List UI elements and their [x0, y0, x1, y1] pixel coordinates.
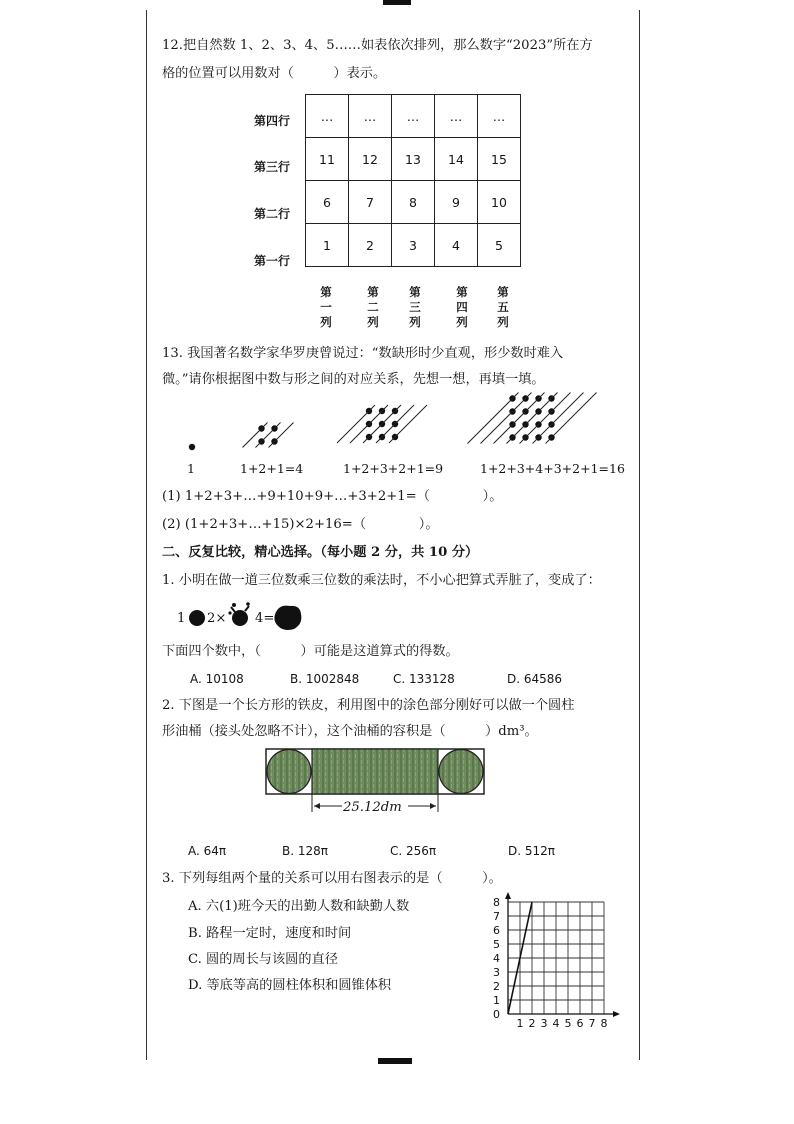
grid-cell: 15	[478, 138, 521, 181]
figure-label-2: 1+2+1=4	[240, 461, 304, 476]
grid-cell: …	[306, 95, 349, 138]
mc3-option-d: D. 等底等高的圆柱体积和圆锥体积	[188, 978, 392, 993]
col-label-2: 第二列	[367, 285, 379, 329]
col-label-5: 第五列	[497, 285, 509, 329]
y-tick-label: 8	[493, 896, 500, 909]
q13-sub1: (1) 1+2+3+…+9+10+9+…+3+2+1=（ ）。	[162, 489, 503, 504]
mc3-option-c: C. 圆的周长与该圆的直径	[188, 952, 338, 967]
expr-part-3: 4=	[255, 611, 275, 626]
y-tick-label: 5	[493, 938, 500, 951]
figure-label-3: 1+2+3+2+1=9	[343, 461, 444, 476]
x-tick-label: 1	[516, 1017, 524, 1030]
y-tick-label: 0	[493, 1008, 500, 1021]
y-tick-label: 7	[493, 910, 500, 923]
grid-cell: 5	[478, 224, 521, 267]
mc3-option-a: A. 六(1)班今天的出勤人数和缺勤人数	[188, 899, 410, 914]
mc1-question: 下面四个数中，（ ）可能是这道算式的得数。	[162, 644, 459, 659]
ink-blot	[189, 610, 205, 626]
y-tick-label: 1	[493, 994, 500, 1007]
grid-cell: 1	[306, 224, 349, 267]
mc2-option-a: A. 64π	[188, 844, 227, 858]
grid-cell: 2	[349, 224, 392, 267]
mc1-option-a: A. 10108	[190, 672, 244, 686]
mc2-option-b: B. 128π	[282, 844, 328, 858]
grid-cell: 9	[435, 181, 478, 224]
expr-part-1: 1	[177, 611, 186, 626]
grid-cell: 14	[435, 138, 478, 181]
x-tick-label: 5	[564, 1017, 572, 1030]
grid-cell: 11	[306, 138, 349, 181]
dot-figures	[170, 392, 630, 454]
row-label-1: 第一行	[254, 254, 291, 268]
y-tick-label: 2	[493, 980, 500, 993]
ink-blot-large	[272, 602, 304, 632]
q13-sub2: (2) (1+2+3+…+15)×2+16=（ ）。	[162, 517, 439, 532]
smudged-expression	[175, 600, 315, 634]
mc1-option-b: B. 1002848	[290, 672, 360, 686]
figure-label-1: 1	[187, 461, 195, 476]
col-label-4: 第四列	[456, 285, 468, 329]
line-graph	[488, 892, 628, 1034]
grid-row-3	[306, 138, 521, 181]
y-tick-label: 4	[493, 952, 500, 965]
dimension-label: 25.12dm	[343, 800, 402, 815]
grid-cell: …	[478, 95, 521, 138]
mc1-option-c: C. 133128	[393, 672, 455, 686]
mc2-option-c: C. 256π	[390, 844, 437, 858]
grid-row-2	[306, 181, 521, 224]
grid-cell: 6	[306, 181, 349, 224]
row-label-3: 第三行	[254, 160, 291, 174]
col-label-1: 第一列	[320, 285, 332, 329]
mc1-option-d: D. 64586	[507, 672, 563, 686]
col-label-3: 第三列	[409, 285, 421, 329]
mc3-stem: 3. 下列每组两个量的关系可以用右图表示的是（ ）。	[162, 871, 502, 886]
x-tick-label: 3	[540, 1017, 548, 1030]
mc3-option-b: B. 路程一定时，速度和时间	[188, 926, 352, 941]
number-grid-table	[305, 94, 521, 267]
y-tick-label: 3	[493, 966, 500, 979]
x-tick-label: 7	[588, 1017, 596, 1030]
grid-cell: …	[349, 95, 392, 138]
q12-line2: 格的位置可以用数对（ ）表示。	[162, 66, 387, 81]
ink-splatter	[227, 600, 257, 632]
grid-cell: …	[435, 95, 478, 138]
x-tick-label: 6	[576, 1017, 584, 1030]
grid-row-4	[306, 95, 521, 138]
dot-patterns-svg	[170, 392, 630, 454]
grid-cell: 13	[392, 138, 435, 181]
grid-cell: 12	[349, 138, 392, 181]
expr-part-2: 2×	[207, 611, 227, 626]
bottom-binding-mark	[378, 1058, 412, 1064]
x-axis-arrow	[613, 1011, 620, 1017]
grid-cell: 3	[392, 224, 435, 267]
q13-line2: 微。”请你根据图中数与形之间的对应关系，先想一想，再填一填。	[162, 372, 545, 387]
x-tick-label: 8	[600, 1017, 608, 1030]
grid-cell: 7	[349, 181, 392, 224]
x-tick-label: 2	[528, 1017, 536, 1030]
q13-line1: 13. 我国著名数学家华罗庚曾说过：“数缺形时少直观，形少数时难入	[162, 346, 564, 361]
y-axis-arrow	[505, 892, 511, 899]
x-tick-label: 4	[552, 1017, 560, 1030]
dot	[189, 444, 195, 450]
grid-cell: 10	[478, 181, 521, 224]
mc2-option-d: D. 512π	[508, 844, 555, 858]
mc2-line2: 形油桶（接头处忽略不计），这个油桶的容积是（ ）dm³。	[162, 724, 538, 739]
section-2-header: 二、反复比较，精心选择。（每小题 2 分，共 10 分）	[162, 545, 479, 560]
mc1-stem: 1. 小明在做一道三位数乘三位数的乘法时，不小心把算式弄脏了，变成了：	[162, 573, 601, 588]
q12-line1: 12.把自然数 1、2、3、4、5……如表依次排列，那么数字“2023”所在方	[162, 38, 593, 53]
y-tick-label: 6	[493, 924, 500, 937]
grid-cell: 4	[435, 224, 478, 267]
figure-label-4: 1+2+3+4+3+2+1=16	[480, 461, 625, 476]
grid-cell: 8	[392, 181, 435, 224]
mc2-line1: 2. 下图是一个长方形的铁皮，利用图中的涂色部分刚好可以做一个圆柱	[162, 698, 575, 713]
grid-row-1	[306, 224, 521, 267]
row-label-2: 第二行	[254, 207, 291, 221]
row-label-4: 第四行	[254, 114, 291, 128]
top-binding-mark	[383, 0, 411, 5]
grid-cell: …	[392, 95, 435, 138]
